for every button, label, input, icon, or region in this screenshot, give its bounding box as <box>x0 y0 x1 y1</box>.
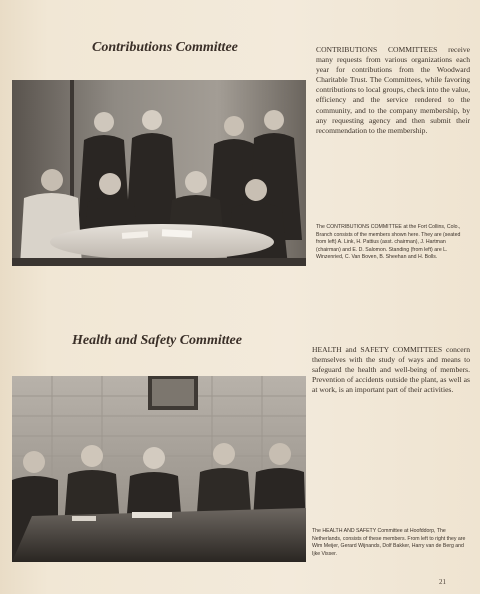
contributions-heading: Contributions Committee <box>92 40 238 55</box>
page-number: 21 <box>439 578 446 586</box>
health-safety-body-text: HEALTH and SAFETY COMMITTEES concern themselves with the study of ways and means to safeguard the health and well-being of members. Prevention of accidents outside the plant, as well as at work, is an important part of their activities. <box>312 345 470 395</box>
contributions-committee-photo <box>12 80 306 266</box>
health-safety-committee-photo <box>12 376 306 562</box>
health-safety-heading: Health and Safety Committee <box>72 333 242 348</box>
contributions-photo-illustration <box>12 80 306 266</box>
contributions-photo-caption: The CONTRIBUTIONS COMMITTEE at the Fort Collins, Colo., Branch consists of the members shown here. They are (seated from left) A. Link, H. Pattius (asst. chairman), J. Hartman (chairman) and E. D. Salomon. Standing (from left) are L. Winzenried, C. Van Boven, B. Sheehan and H. Bolls. <box>316 224 461 261</box>
contributions-body-text: CONTRIBUTIONS COMMITTEES receive many requests from various organizations each year for contributions from the Woodward Charitable Trust. The Committees, while favoring contributions to local groups, check into the value, efficiency and the service rendered to the community, and to the company membership, by any requesting agency and then submit their recommendation to the membership. <box>316 45 470 135</box>
health-safety-photo-caption: The HEALTH AND SAFETY Committee at Hoofddorp, The Netherlands, consists of these members. From left to right they are Wim Meijer, Gerard Wijnands, Dolf Bakker, Harry van de Berg and Ijke Visser. <box>312 528 466 557</box>
health-safety-photo-illustration <box>12 376 306 562</box>
